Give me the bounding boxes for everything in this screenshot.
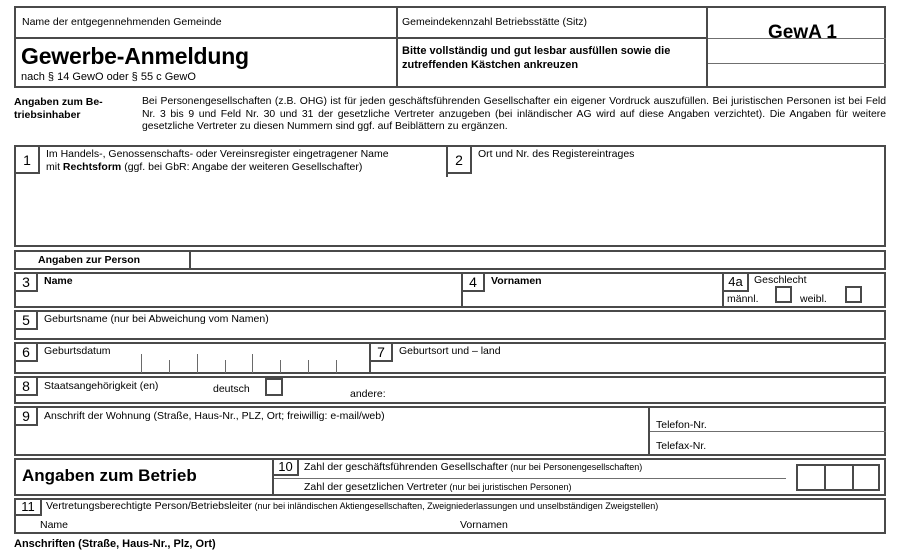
field-3-label: Name [44, 275, 73, 287]
field-8-german-checkbox[interactable] [265, 378, 283, 396]
field-8-number: 8 [14, 376, 38, 396]
field-3-input[interactable] [44, 291, 456, 306]
owner-section-label-line2: triebsinhaber [14, 108, 81, 121]
field-10-line2-note: (nur bei juristischen Personen) [447, 482, 572, 492]
page-subtitle: nach § 14 GewO oder § 55 c GewO [21, 71, 196, 83]
field-5-input[interactable] [44, 326, 880, 338]
field-11-firstname-label: Vornamen [460, 519, 508, 531]
field-5-number: 5 [14, 310, 38, 330]
field-11-number: 11 [14, 498, 42, 516]
field-7-label: Geburtsort und – land [399, 345, 501, 357]
field-7-input[interactable] [399, 359, 879, 372]
field-4a-male-label: männl. [727, 293, 759, 305]
field-4-input[interactable] [491, 291, 717, 306]
field-11-name-label: Name [40, 519, 69, 531]
field-5-label: Geburtsname (nur bei Abweichung vom Namen) [44, 313, 269, 325]
field-4a-male-checkbox[interactable] [775, 286, 792, 303]
phone-fax-divider [650, 431, 886, 432]
date-tick-8 [336, 360, 337, 373]
person-section-bar [14, 250, 886, 270]
field-1-label-line2-prefix: mit [46, 160, 63, 173]
field-10-row-divider [274, 478, 786, 479]
field-10-count-input-1[interactable] [798, 466, 823, 489]
header-row-divider [14, 37, 706, 39]
field-10-number: 10 [272, 458, 299, 476]
field-10-line1-note: (nur bei Personengesellschaften) [507, 462, 643, 472]
field-10-count-input-2[interactable] [826, 466, 851, 489]
owner-section-paragraph: Bei Personengesellschaften (z.B. OHG) ist für jeden geschäftsführenden Gesellschafter ein eigener Vordruck auszufüllen. Bei juristischen Personen ist bei Feld Nr. 3 bis 9 und Feld Nr. 30 und 31 der gesetzliche Vertreter anzugeben (bei inländischer AG wird auf diese Angaben verzichtet). Die Angaben für weitere gesetzliche Vertreter zu diesen Nummern sind ggf. auf Beiblättern zu ergänzen. [142, 96, 886, 133]
field-4a-female-checkbox[interactable] [845, 286, 862, 303]
field-11-firstname-input[interactable] [520, 516, 880, 530]
field-8-other-input[interactable] [390, 384, 878, 398]
date-tick-1 [141, 354, 142, 373]
owner-section-label-line1: Angaben zum Be- [14, 96, 103, 108]
field-10-line2-main: Zahl der gesetzlichen Vertreter [304, 481, 447, 493]
field-6-label: Geburtsdatum [44, 345, 111, 357]
person-section-bar-divider [189, 250, 191, 270]
fill-instruction: Bitte vollständig und gut lesbar ausfüllen sowie die zutreffenden Kästchen ankreuzen [402, 45, 671, 71]
field-7-number: 7 [369, 342, 393, 362]
field-8-label: Staatsangehörigkeit (en) [44, 380, 159, 392]
owner-section-label [14, 96, 138, 121]
field-2-number: 2 [446, 145, 472, 174]
field-9-number: 9 [14, 406, 38, 426]
date-tick-2 [169, 360, 170, 373]
field-10-line1-main: Zahl der geschäftsführenden Gesellschafter [304, 461, 508, 473]
field-8-german-label: deutsch [213, 383, 250, 395]
field-1-label-line2-suffix: (ggf. bei GbR: Angabe der weiteren Gesellschafter) [121, 160, 363, 173]
field-1-label-line1: Im Handels-, Genossenschafts- oder Vereinsregister eingetragener Name [46, 148, 389, 160]
field-1-label [46, 148, 438, 173]
field-10-label-line2 [304, 481, 572, 493]
date-tick-7 [308, 360, 309, 373]
header-municipality-label: Name der entgegennehmenden Gemeinde [22, 16, 222, 28]
form-code: GewA 1 [768, 22, 837, 43]
date-tick-5 [252, 354, 253, 373]
field-3-number: 3 [14, 272, 38, 292]
field-1-label-legalform: Rechtsform [62, 160, 122, 173]
date-tick-6 [280, 360, 281, 373]
person-section-header: Angaben zur Person [38, 254, 141, 266]
field-9-phone-label: Telefon-Nr. [656, 419, 707, 431]
field-9-phone-input[interactable] [716, 414, 880, 429]
field-10-label-line1 [304, 461, 642, 473]
field-2-input-area[interactable] [474, 176, 884, 245]
addresses-footer-label: Anschriften (Straße, Haus-Nr., Plz, Ort) [14, 538, 216, 550]
business-section-header: Angaben zum Betrieb [22, 466, 197, 485]
header-divider-1 [396, 6, 398, 88]
field-1-number: 1 [14, 145, 40, 174]
field-11-name-input[interactable] [80, 516, 450, 530]
field-6-number: 6 [14, 342, 38, 362]
field-4a-female-label: weibl. [800, 293, 827, 305]
field-11-label-note: (nur bei inländischen Aktiengesellschaften, Zweigniederlassungen und unselbständigen Zweigstellen) [252, 501, 659, 511]
field-2-label: Ort und Nr. des Registereintrages [478, 148, 635, 160]
header-divider-2 [706, 6, 708, 88]
field-10-count-input-3[interactable] [854, 466, 879, 489]
field-4-number: 4 [461, 272, 485, 292]
field-9-label: Anschrift der Wohnung (Straße, Haus-Nr., PLZ, Ort; freiwillig: e-mail/web) [44, 410, 385, 422]
field-9-input[interactable] [44, 424, 644, 454]
date-tick-3 [197, 354, 198, 373]
field-4a-label: Geschlecht [754, 274, 807, 286]
page-title: Gewerbe-Anmeldung [21, 43, 249, 69]
field-9-fax-input[interactable] [716, 436, 880, 451]
field-1-input-area[interactable] [42, 176, 444, 245]
header-municipality-code-label: Gemeindekennzahl Betriebsstätte (Sitz) [402, 16, 588, 28]
field-8-other-label: andere: [350, 388, 386, 400]
field-4a-number: 4a [722, 272, 749, 292]
gewa-rule-2 [708, 63, 886, 64]
field-4-label: Vornamen [491, 275, 542, 287]
field-9-fax-label: Telefax-Nr. [656, 440, 707, 452]
field-11-label [46, 500, 658, 512]
date-tick-4 [225, 360, 226, 373]
field-11-label-main: Vertretungsberechtigte Person/Betriebsleiter [46, 500, 253, 512]
